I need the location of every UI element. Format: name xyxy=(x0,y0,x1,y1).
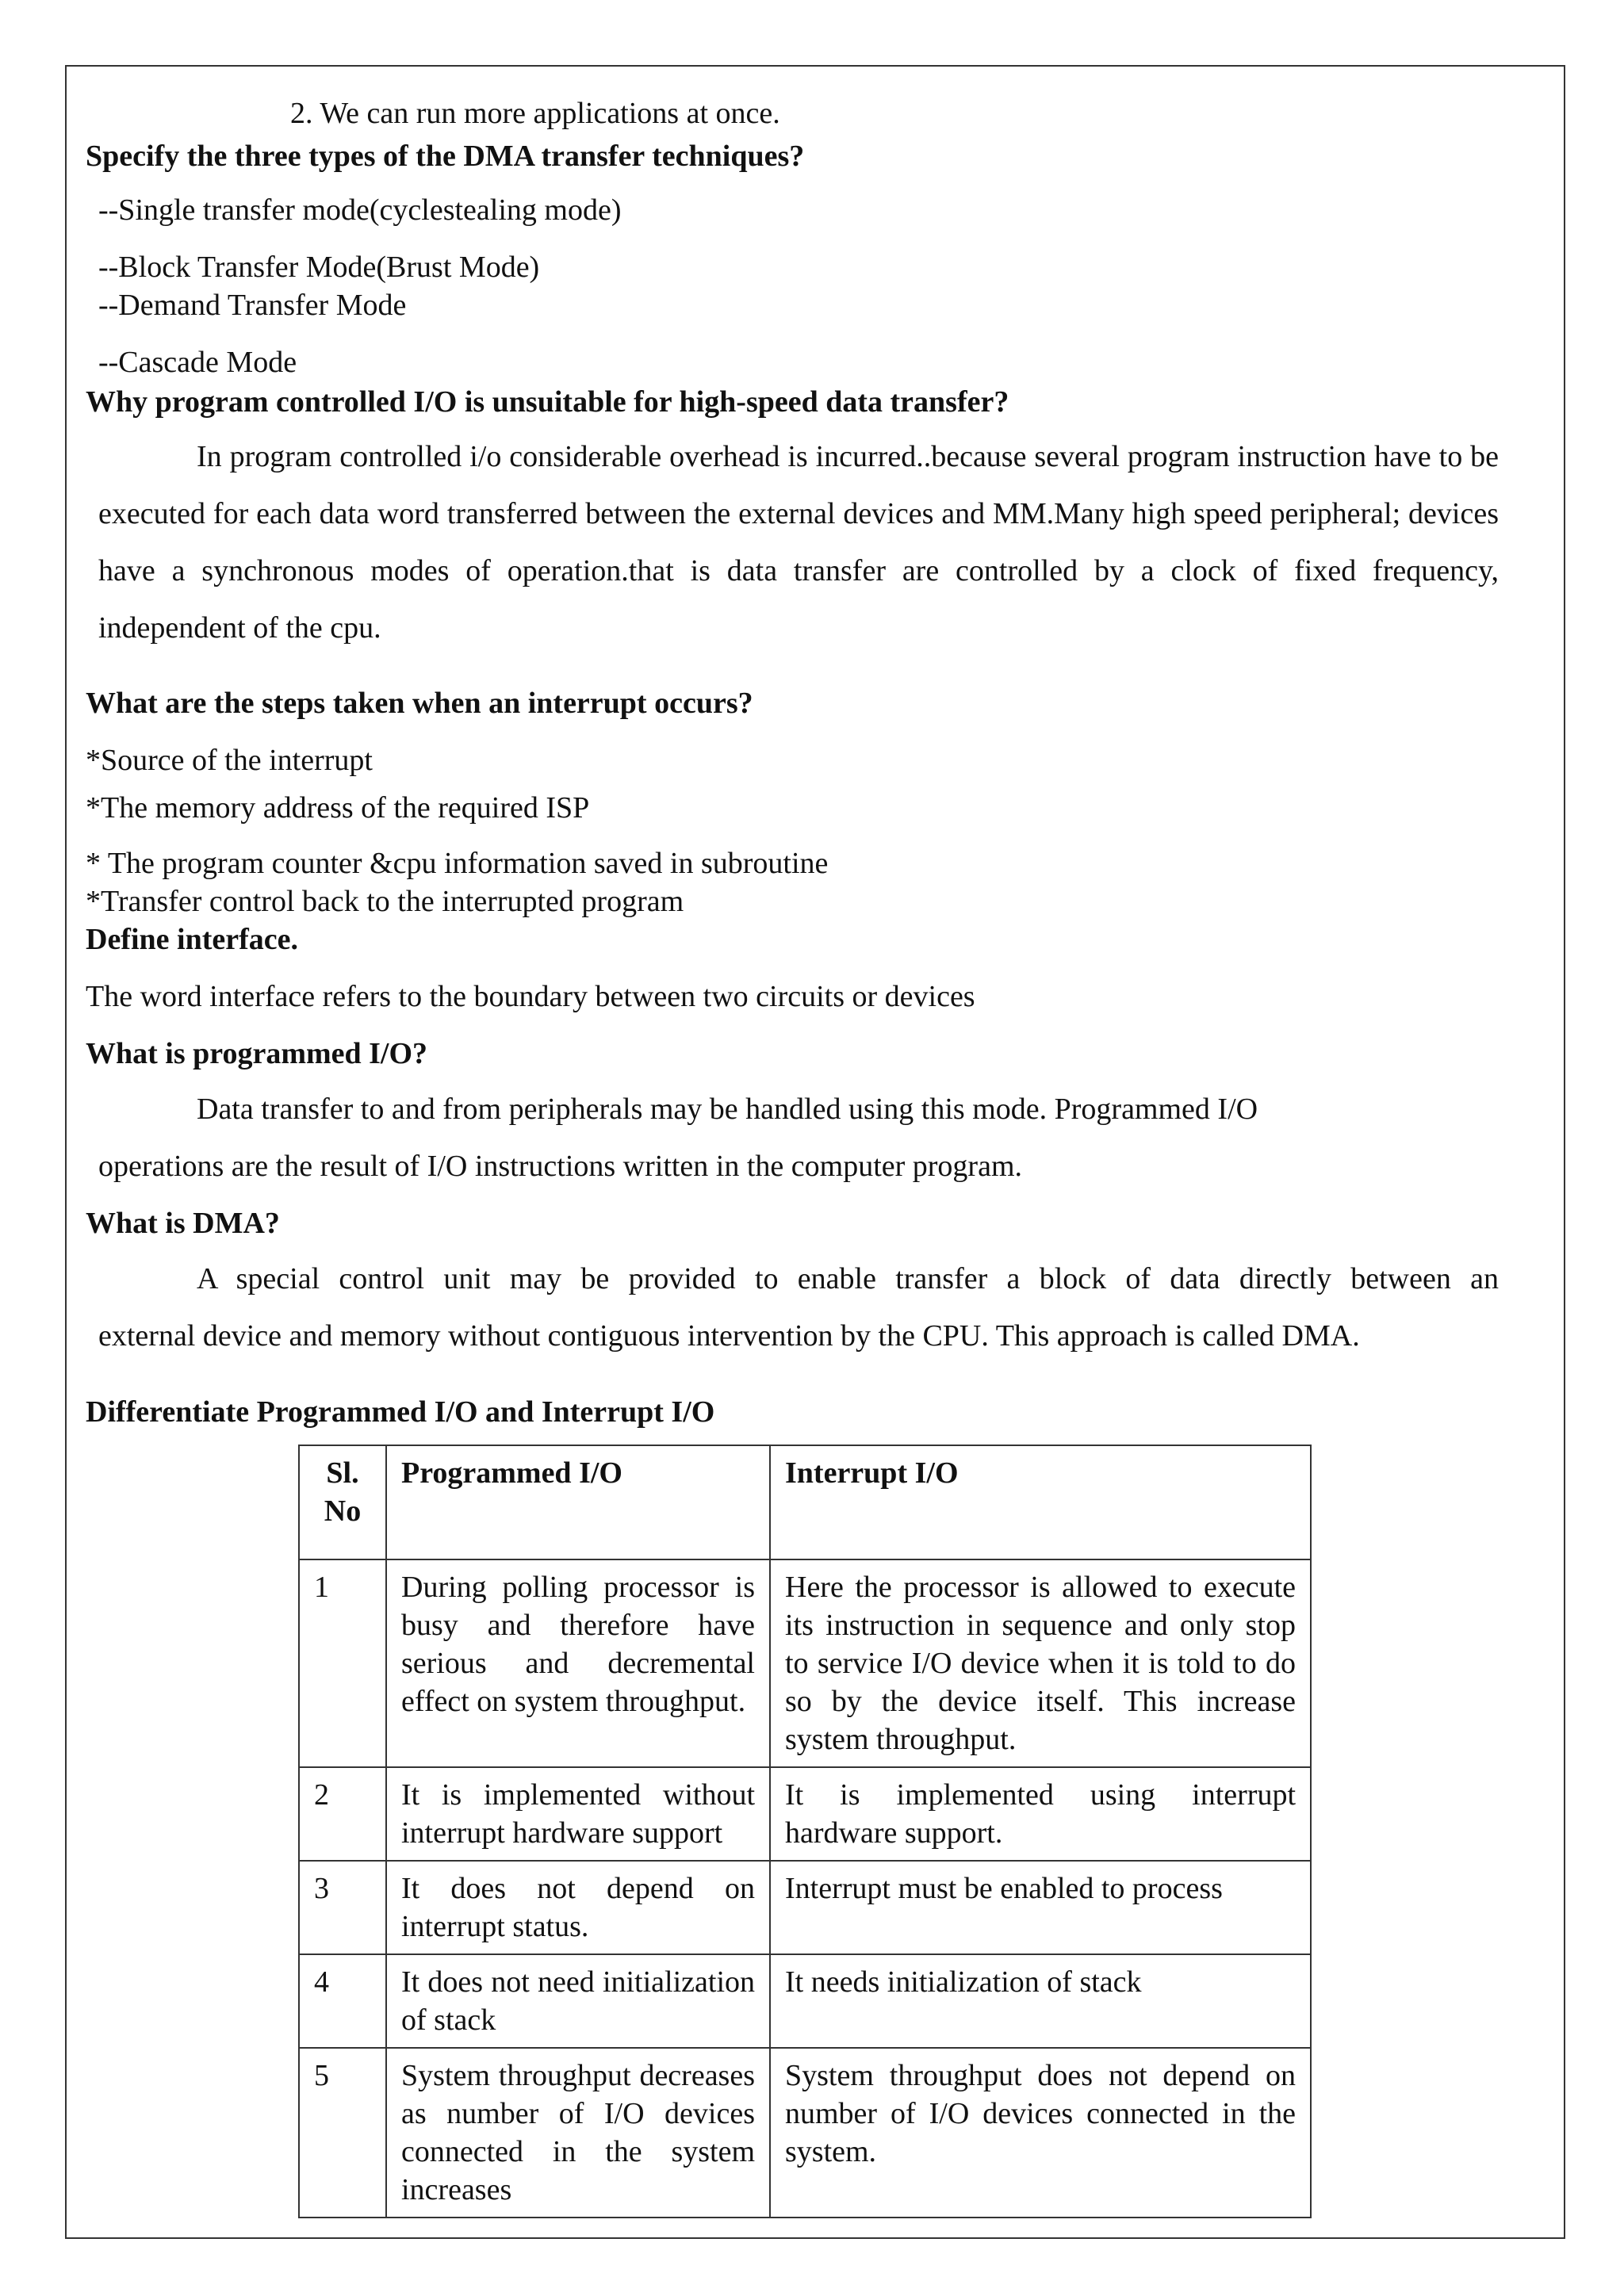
table-header-row xyxy=(299,1445,1311,1559)
list-item-run-more-apps: 2. We can run more applications at once. xyxy=(290,97,780,130)
dma-type-cascade: --Cascade Mode xyxy=(98,346,297,379)
row-number: 4 xyxy=(299,1954,386,2048)
dma-type-demand: --Demand Transfer Mode xyxy=(98,289,407,322)
header-interrupt-io: Interrupt I/O xyxy=(770,1445,1311,1559)
interrupt-step-2: *The memory address of the required ISP xyxy=(86,791,590,825)
interrupt-step-1: *Source of the interrupt xyxy=(86,744,373,777)
comparison-table xyxy=(298,1445,1312,2218)
table-row xyxy=(299,2048,1311,2218)
header-programmed-io: Programmed I/O xyxy=(386,1445,770,1559)
row-number: 5 xyxy=(299,2048,386,2218)
answer-interface: The word interface refers to the boundary between two circuits or devices xyxy=(86,980,975,1013)
question-dma: What is DMA? xyxy=(86,1207,280,1240)
cell-programmed: It does not depend on interrupt status. xyxy=(386,1861,770,1954)
question-program-io: Why program controlled I/O is unsuitable for high-speed data transfer? xyxy=(86,385,1009,419)
cell-programmed: During polling processor is busy and therefore have serious and decremental effect on system throughput. xyxy=(386,1559,770,1767)
cell-interrupt: Here the processor is allowed to execute its instruction in sequence and only stop to service I/O device when it is told to do so by the device itself. This increase system throughput. xyxy=(770,1559,1311,1767)
cell-programmed: System throughput decreases as number of I/O devices connected in the system increases xyxy=(386,2048,770,2218)
cell-interrupt: Interrupt must be enabled to process xyxy=(770,1861,1311,1954)
row-number: 2 xyxy=(299,1767,386,1861)
answer-dma-line2: external device and memory without contiguous intervention by the CPU. This approach is called DMA. xyxy=(98,1319,1360,1353)
table-row xyxy=(299,1559,1311,1767)
row-number: 3 xyxy=(299,1861,386,1954)
cell-programmed: It is implemented without interrupt hardware support xyxy=(386,1767,770,1861)
answer-program-io: In program controlled i/o considerable overhead is incurred..because several program instruction have to be executed for each data word transferred between the external devices and MM.Many high speed peripheral; devices have a synchronous modes of operation.that is data transfer are controlled by a clock of fixed frequency, independent of the cpu. xyxy=(98,440,1499,645)
answer-dma-line1: A special control unit may be provided to enable transfer a block of data directly between an xyxy=(197,1262,1499,1295)
answer-programmed-io-line2: operations are the result of I/O instructions written in the computer program. xyxy=(98,1150,1023,1183)
question-dma-types: Specify the three types of the DMA transfer techniques? xyxy=(86,140,805,173)
question-programmed-io: What is programmed I/O? xyxy=(86,1037,428,1070)
table-row xyxy=(299,1767,1311,1861)
interrupt-step-4: *Transfer control back to the interrupted program xyxy=(86,885,684,918)
table-row xyxy=(299,1861,1311,1954)
question-interrupt-steps: What are the steps taken when an interrupt occurs? xyxy=(86,687,753,720)
cell-interrupt: It needs initialization of stack xyxy=(770,1954,1311,2048)
answer-programmed-io-line1: Data transfer to and from peripherals may be handled using this mode. Programmed I/O xyxy=(197,1093,1258,1126)
table-row xyxy=(299,1954,1311,2048)
dma-type-single: --Single transfer mode(cyclestealing mode) xyxy=(98,193,622,227)
cell-interrupt: System throughput does not depend on number of I/O devices connected in the system. xyxy=(770,2048,1311,2218)
cell-interrupt: It is implemented using interrupt hardware support. xyxy=(770,1767,1311,1861)
dma-type-block: --Block Transfer Mode(Brust Mode) xyxy=(98,251,540,284)
cell-programmed: It does not need initialization of stack xyxy=(386,1954,770,2048)
header-sl-no: Sl. No xyxy=(299,1445,386,1559)
question-define-interface: Define interface. xyxy=(86,923,298,956)
heading-differentiate: Differentiate Programmed I/O and Interrupt I/O xyxy=(86,1395,715,1429)
row-number: 1 xyxy=(299,1559,386,1767)
interrupt-step-3: * The program counter &cpu information saved in subroutine xyxy=(86,847,829,880)
